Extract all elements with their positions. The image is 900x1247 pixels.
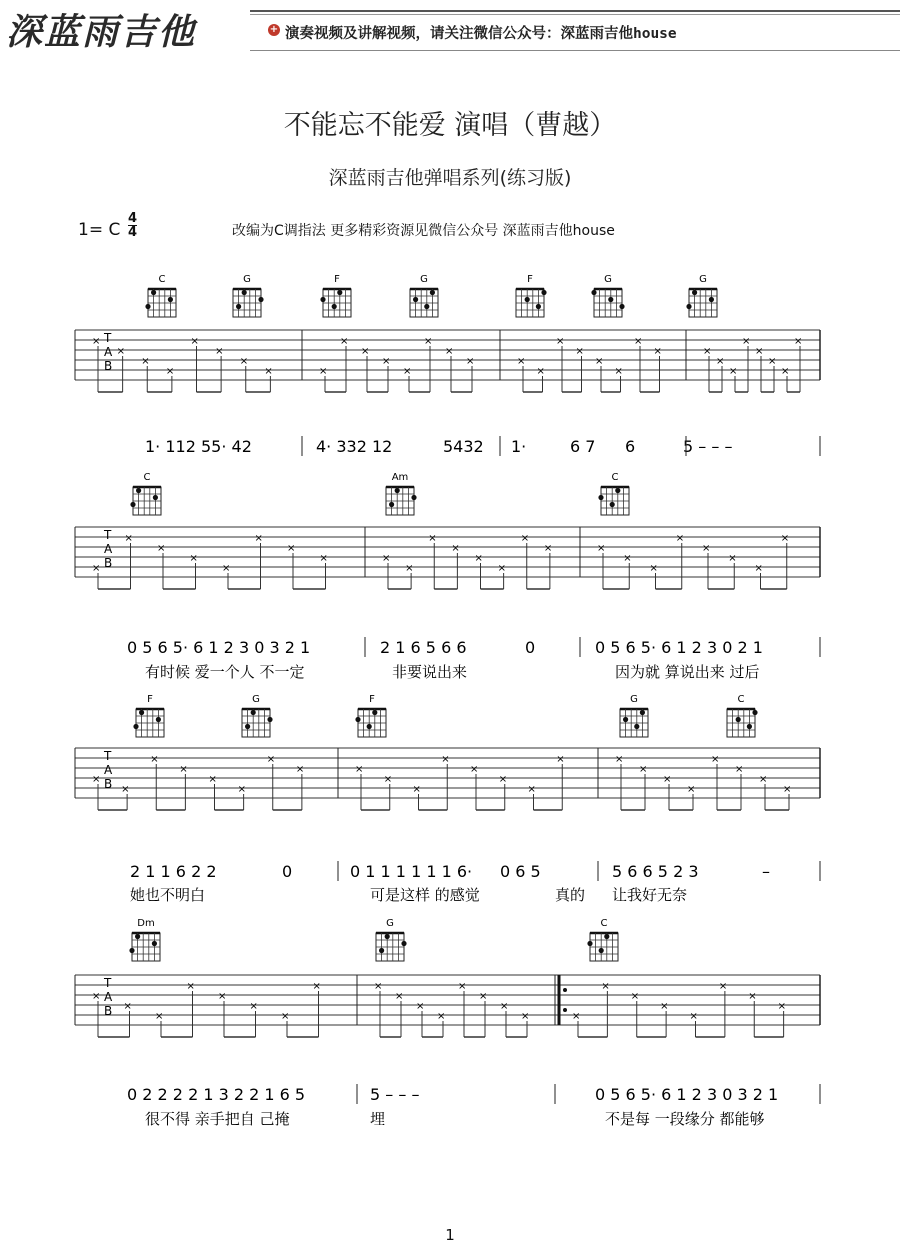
- chord-dot: [151, 290, 156, 295]
- tab-mark: ×: [556, 336, 565, 347]
- tab-mark: ×: [451, 543, 460, 554]
- tab-mark: ×: [382, 356, 391, 367]
- tab-mark: ×: [424, 336, 433, 347]
- arrangement-note: 改编为C调指法 更多精彩资源见微信公众号 深蓝雨吉他house: [232, 223, 615, 239]
- tab-mark: ×: [575, 346, 584, 357]
- tab-mark: ×: [768, 356, 777, 367]
- chord-dot: [332, 304, 337, 309]
- chord-diagram: [727, 694, 758, 737]
- chord-dot: [541, 290, 546, 295]
- chord-dot: [129, 948, 134, 953]
- tab-letter: B: [104, 777, 113, 791]
- notation-group: 6: [625, 437, 636, 456]
- tab-mark: ×: [500, 1001, 509, 1012]
- chord-dot: [139, 710, 144, 715]
- chord-name: G: [420, 274, 428, 285]
- lyric-line: 因为就 算说出来 过后: [615, 663, 760, 681]
- chord-dot: [385, 934, 390, 939]
- tab-mark: ×: [116, 346, 126, 357]
- tab-mark: ×: [711, 754, 720, 765]
- chord-dot: [686, 304, 691, 309]
- chord-dot: [395, 488, 400, 493]
- tab-mark: ×: [264, 366, 273, 377]
- tab-mark: ×: [728, 553, 737, 564]
- tab-mark: ×: [556, 754, 565, 765]
- chord-dot: [320, 297, 325, 302]
- notation-group: 0: [282, 862, 293, 881]
- tab-mark: ×: [759, 774, 768, 785]
- tab-mark: ×: [595, 356, 604, 367]
- tab-mark: ×: [781, 366, 790, 377]
- tab-mark: ×: [218, 991, 227, 1002]
- chord-dot: [692, 290, 697, 295]
- chord-dot: [610, 502, 615, 507]
- tab-mark: ×: [601, 981, 610, 992]
- notation-group: –: [762, 862, 770, 881]
- lyric-line: 有时候 爱一个人 不一定: [145, 663, 305, 681]
- chord-diagram: [620, 694, 648, 737]
- chord-diagram: [320, 274, 351, 317]
- tab-mark: ×: [382, 553, 391, 564]
- tab-mark: ×: [675, 533, 685, 544]
- tab-mark: ×: [355, 764, 364, 775]
- tab-staff: [75, 330, 820, 392]
- chord-dot: [355, 717, 360, 722]
- tab-mark: ×: [445, 346, 454, 357]
- tab-mark: ×: [249, 1001, 258, 1012]
- chord-diagram: [591, 274, 624, 317]
- notation-group: 0 5 6 5· 6 1 2 3 0 2 1: [595, 638, 763, 657]
- chord-dot: [608, 297, 613, 302]
- chord-dot: [136, 488, 141, 493]
- tab-mark: ×: [123, 1001, 132, 1012]
- chord-name: F: [369, 694, 375, 705]
- chord-diagram: [233, 274, 264, 317]
- notation-group: 1·: [511, 437, 527, 456]
- tab-mark: ×: [287, 543, 296, 554]
- chord-dot: [367, 724, 372, 729]
- chord-dot: [587, 941, 592, 946]
- tab-mark: ×: [597, 543, 606, 554]
- tab-mark: ×: [634, 336, 643, 347]
- tab-mark: ×: [312, 981, 321, 992]
- tab-mark: ×: [186, 981, 195, 992]
- page-number: 1: [445, 1226, 455, 1244]
- tab-letter: T: [104, 528, 112, 542]
- lyric-line: 很不得 亲手把自 己掩: [145, 1110, 290, 1128]
- tab-mark: ×: [157, 543, 166, 554]
- chord-dot: [258, 297, 263, 302]
- chord-dot: [372, 710, 377, 715]
- tab-mark: ×: [630, 991, 640, 1002]
- notation-group: 5 – – –: [370, 1085, 420, 1104]
- tab-mark: ×: [735, 764, 744, 775]
- chord-dot: [430, 290, 435, 295]
- chord-diagrams: [129, 274, 757, 961]
- chord-diagram: [242, 694, 273, 737]
- chord-dot: [591, 290, 596, 295]
- tab-mark: ×: [92, 991, 101, 1002]
- repeat-dot: [563, 1008, 567, 1012]
- chord-diagram: [410, 274, 438, 317]
- tab-letter: A: [104, 990, 113, 1004]
- tab-mark: ×: [466, 356, 475, 367]
- chord-dot: [619, 304, 624, 309]
- tab-mark: ×: [572, 1011, 581, 1022]
- chord-dot: [389, 502, 394, 507]
- tab-mark: ×: [649, 563, 658, 574]
- tab-mark: ×: [254, 533, 263, 544]
- chord-dot: [153, 495, 158, 500]
- tab-mark: ×: [777, 1001, 787, 1012]
- tab-mark: ×: [340, 336, 349, 347]
- chord-dot: [379, 948, 384, 953]
- tab-mark: ×: [403, 366, 412, 377]
- chord-name: C: [611, 472, 619, 483]
- notation-group: 5432: [443, 437, 484, 456]
- tab-mark: ×: [92, 563, 101, 574]
- tab-mark: ×: [383, 774, 393, 785]
- chord-dot: [604, 934, 609, 939]
- chord-name: G: [386, 918, 394, 929]
- tab-mark: ×: [266, 754, 276, 765]
- chord-name: Dm: [137, 918, 155, 929]
- tab-letter: B: [104, 556, 113, 570]
- chord-diagram: [386, 472, 417, 515]
- tab-mark: ×: [754, 563, 763, 574]
- chord-dot: [152, 941, 157, 946]
- tab-mark: ×: [458, 981, 467, 992]
- tab-mark: ×: [517, 356, 526, 367]
- lyric-line: 她也不明白: [130, 886, 206, 904]
- chord-diagram: [598, 472, 629, 515]
- tab-letter: A: [104, 542, 113, 556]
- tab-mark: ×: [520, 533, 530, 544]
- notation-group: 5 – – –: [683, 437, 733, 456]
- tab-mark: ×: [179, 764, 188, 775]
- tab-mark: ×: [755, 346, 764, 357]
- chord-dot: [130, 502, 135, 507]
- lyric-line: 可是这样 的感觉: [370, 886, 480, 904]
- tab-mark: ×: [521, 1011, 530, 1022]
- notation-group: 0 6 5: [500, 862, 541, 881]
- chord-diagram: [130, 472, 161, 515]
- chord-dot: [615, 488, 620, 493]
- chord-dot: [267, 717, 272, 722]
- tab-mark: ×: [92, 774, 101, 785]
- tab-mark: ×: [374, 981, 383, 992]
- tab-mark: ×: [295, 764, 305, 775]
- tab-mark: ×: [412, 784, 421, 795]
- chord-dot: [598, 495, 603, 500]
- chord-dot: [424, 304, 429, 309]
- tab-mark: ×: [653, 346, 662, 357]
- tab-mark: ×: [319, 366, 328, 377]
- tab-mark: ×: [716, 356, 725, 367]
- tab-mark: ×: [748, 991, 757, 1002]
- tab-mark: ×: [470, 764, 479, 775]
- key-signature: 1= C: [78, 220, 121, 240]
- chord-name: G: [699, 274, 707, 285]
- tab-mark: ×: [319, 553, 328, 564]
- tab-mark: ×: [437, 1011, 446, 1022]
- tab-mark: ×: [703, 346, 712, 357]
- chord-dot: [135, 934, 140, 939]
- chord-dot: [133, 724, 138, 729]
- chord-diagram: [587, 918, 618, 961]
- chord-dot: [752, 710, 757, 715]
- repeat-dot: [563, 988, 567, 992]
- tab-mark: ×: [405, 563, 414, 574]
- tab-mark: ×: [497, 563, 507, 574]
- chord-dot: [145, 304, 150, 309]
- chord-dot: [411, 495, 416, 500]
- chord-diagram: [129, 918, 160, 961]
- tab-mark: ×: [215, 346, 224, 357]
- tab-mark: ×: [527, 784, 536, 795]
- chord-dot: [536, 304, 541, 309]
- chord-dot: [242, 290, 247, 295]
- chord-diagram: [145, 274, 176, 317]
- tab-mark: ×: [702, 543, 711, 554]
- tab-mark: ×: [718, 981, 728, 992]
- tab-mark: ×: [441, 754, 450, 765]
- chord-name: C: [158, 274, 166, 285]
- chord-dot: [401, 941, 406, 946]
- tab-mark: ×: [92, 336, 101, 347]
- chord-dot: [525, 297, 530, 302]
- chord-name: G: [252, 694, 260, 705]
- play-icon: +: [269, 24, 279, 35]
- chord-name: G: [243, 274, 251, 285]
- chord-dot: [709, 297, 714, 302]
- tab-mark: ×: [794, 336, 803, 347]
- tab-letter: B: [104, 1004, 113, 1018]
- chord-diagram: [516, 274, 547, 317]
- tab-mark: ×: [416, 1001, 425, 1012]
- tab-mark: ×: [498, 774, 508, 785]
- logo-text: 深蓝雨吉他: [6, 11, 197, 53]
- tab-mark: ×: [150, 754, 159, 765]
- tab-mark: ×: [155, 1011, 164, 1022]
- tab-mark: ×: [660, 1001, 669, 1012]
- notation-group: 0 2 2 2 2 1 3 2 2 1 6 5: [127, 1085, 306, 1104]
- chord-name: C: [737, 694, 745, 705]
- tab-mark: ×: [615, 754, 624, 765]
- song-subtitle: 深蓝雨吉他弹唱系列(练习版): [328, 167, 572, 189]
- tab-mark: ×: [479, 991, 488, 1002]
- chord-name: G: [630, 694, 638, 705]
- tab-letter: T: [104, 749, 112, 763]
- notation-group: 4· 332 12: [316, 437, 393, 456]
- tab-letter: A: [104, 345, 113, 359]
- chord-dot: [640, 710, 645, 715]
- chord-dot: [634, 724, 639, 729]
- tab-mark: ×: [729, 366, 738, 377]
- lyric-line: 埋: [370, 1110, 386, 1128]
- tab-letter: T: [104, 331, 112, 345]
- tab-mark: ×: [689, 1011, 698, 1022]
- tab-mark: ×: [395, 991, 404, 1002]
- notation-group: 0 5 6 5· 6 1 2 3 0 3 2 1: [595, 1085, 779, 1104]
- chord-dot: [337, 290, 342, 295]
- chord-dot: [599, 948, 604, 953]
- tab-letter: T: [104, 976, 112, 990]
- tab-mark: ×: [208, 774, 217, 785]
- tab-mark: ×: [614, 366, 623, 377]
- notation-group: 0 1 1 1 1 1 1 6·: [350, 862, 473, 881]
- time-signature-top: 4: [128, 211, 138, 226]
- tab-mark: ×: [663, 774, 672, 785]
- chord-dot: [236, 304, 241, 309]
- chord-name: Am: [391, 472, 409, 483]
- tab-letter: A: [104, 763, 113, 777]
- chord-diagram: [686, 274, 717, 317]
- chord-dot: [736, 717, 741, 722]
- chord-diagram: [376, 918, 407, 961]
- tab-mark: ×: [237, 784, 247, 795]
- chord-name: F: [147, 694, 153, 705]
- lyric-line: 真的: [555, 886, 586, 904]
- chord-name: F: [527, 274, 533, 285]
- tab-mark: ×: [361, 346, 370, 357]
- tab-mark: ×: [742, 336, 751, 347]
- chord-dot: [245, 724, 250, 729]
- tab-mark: ×: [687, 784, 696, 795]
- lyric-line: 让我好无奈: [612, 886, 688, 904]
- notation-group: 5 6 6 5 2 3: [612, 862, 699, 881]
- notation-group: 0: [525, 638, 536, 657]
- tab-mark: ×: [428, 533, 437, 544]
- tab-mark: ×: [536, 366, 545, 377]
- tab-mark: ×: [543, 543, 553, 554]
- tab-letter: B: [104, 359, 113, 373]
- tab-mark: ×: [190, 336, 199, 347]
- tab-mark: ×: [783, 784, 792, 795]
- tab-mark: ×: [474, 553, 483, 564]
- tab-mark: ×: [124, 533, 133, 544]
- chord-name: F: [334, 274, 340, 285]
- tab-mark: ×: [281, 1011, 290, 1022]
- chord-dot: [747, 724, 752, 729]
- notation-group: 2 1 1 6 2 2: [130, 862, 217, 881]
- lyric-line: 不是每 一段缘分 都能够: [605, 1110, 765, 1128]
- tab-mark: ×: [623, 553, 632, 564]
- tab-mark: ×: [165, 366, 175, 377]
- tab-mark: ×: [141, 356, 150, 367]
- tab-mark: ×: [121, 784, 130, 795]
- notation-group: 0 5 6 5· 6 1 2 3 0 3 2 1: [127, 638, 311, 657]
- tab-staff: [75, 975, 820, 1037]
- notation-group: 2 1 6 5 6 6: [380, 638, 467, 657]
- chord-name: C: [600, 918, 608, 929]
- chord-dot: [156, 717, 161, 722]
- tab-staff: [75, 748, 820, 810]
- chord-name: C: [143, 472, 151, 483]
- song-title: 不能忘不能爱 演唱（曹越）: [283, 110, 617, 141]
- header-note: 演奏视频及讲解视频，请关注微信公众号：深蓝雨吉他house: [285, 26, 677, 42]
- tab-mark: ×: [639, 764, 648, 775]
- tab-mark: ×: [222, 563, 231, 574]
- time-signature-bottom: 4: [128, 225, 138, 240]
- notation-group: 1· 112 55· 42: [145, 437, 252, 456]
- tab-mark: ×: [189, 553, 198, 564]
- chord-dot: [413, 297, 418, 302]
- notation-group: 6 7: [570, 437, 596, 456]
- numbered-notation: [124, 436, 820, 1128]
- tab-mark: ×: [239, 356, 249, 367]
- chord-dot: [168, 297, 173, 302]
- tab-staff: [75, 527, 820, 589]
- tab-mark: ×: [780, 533, 790, 544]
- chord-name: G: [604, 274, 612, 285]
- lyric-line: 非要说出来: [392, 663, 468, 681]
- chord-dot: [251, 710, 256, 715]
- chord-diagram: [133, 694, 164, 737]
- chord-dot: [623, 717, 628, 722]
- chord-diagram: [355, 694, 386, 737]
